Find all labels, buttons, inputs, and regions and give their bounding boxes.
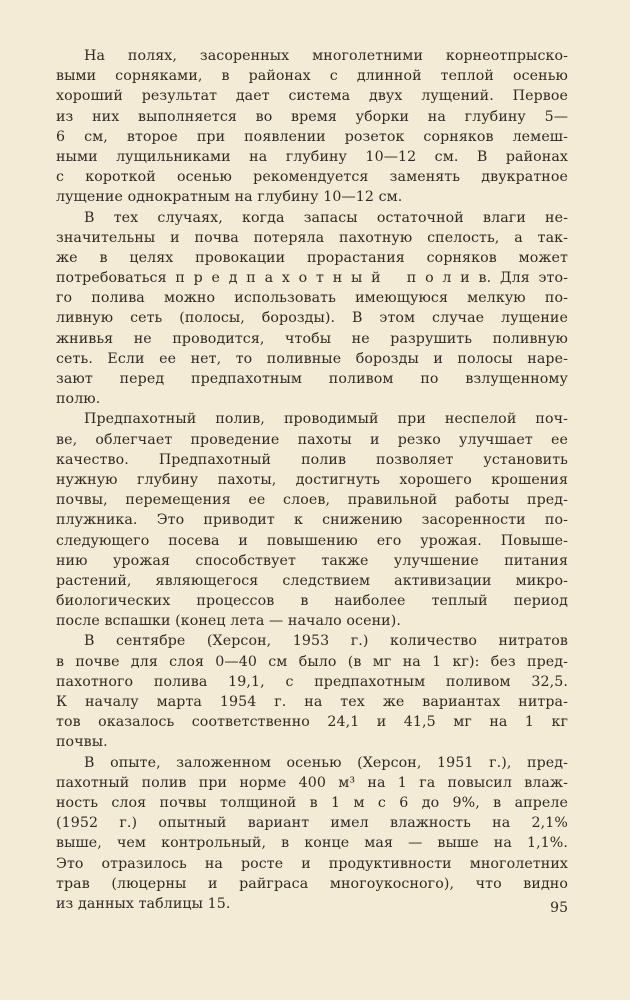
- text-line: растений, являющегося следствием активизации микро-: [56, 572, 568, 589]
- text-line: выми сорняками, в районах с длинной теплой осенью: [56, 68, 568, 85]
- text-line: пахотный полив при норме 400 м³ на 1 га повысил влаж-: [56, 774, 568, 791]
- text-line: В опыте, заложенном осенью (Херсон, 1951 г.), пред-: [84, 754, 568, 771]
- text-line: Предпахотный полив, проводимый при неспелой поч-: [84, 411, 568, 428]
- page-number: 95: [550, 900, 568, 916]
- paragraph-5: [56, 753, 568, 915]
- text-line: из данных таблицы 15.: [56, 895, 231, 912]
- text-line: Это отразилось на росте и продуктивности многолетних: [56, 855, 568, 872]
- paragraph-2: [56, 208, 568, 410]
- text-line: в почве для слоя 0—40 см было (в мг на 1 кг): без пред-: [56, 653, 568, 670]
- text-line: В сентябре (Херсон, 1953 г.) количество нитратов: [84, 633, 568, 650]
- text-line: жнивья не проводится, чтобы не разрушить поливную: [56, 330, 568, 347]
- text-line: тов оказалось соответственно 24,1 и 41,5 мг на 1 кг: [56, 714, 568, 731]
- text-line: ными лущильниками на глубину 10—12 см. В районах: [56, 148, 568, 165]
- body-text: [56, 46, 568, 914]
- text-line: лущение однократным на глубину 10—12 см.: [56, 189, 403, 206]
- text-line: трав (люцерны и райграса многоукосного), что видно: [56, 875, 568, 892]
- text-line: нужную глубину пахоты, достигнуть хорошего крошения: [56, 471, 568, 488]
- text-line: В тех случаях, когда запасы остаточной влаги не-: [84, 209, 568, 226]
- text-line: го полива можно использовать имеющуюся мелкую по-: [56, 290, 568, 307]
- paragraph-1: [56, 46, 568, 208]
- text-line: биологических процессов в наиболее теплый период: [56, 593, 568, 610]
- text-line: же в целях провокации прорастания сорняков может: [56, 249, 568, 266]
- text-line: потребоваться п р е д п а х о т н ы й п о л и в. Для это-: [56, 270, 568, 287]
- paragraph-3: [56, 409, 568, 631]
- text-line: нию урожая способствует также улучшение питания: [56, 552, 568, 569]
- text-line: зают перед предпахотным поливом по взлущенному: [56, 371, 568, 387]
- text-line: почвы, перемещения ее слоев, правильной работы пред-: [56, 492, 568, 509]
- text-line: На полях, засоренных многолетними корнеотпрыско-: [84, 48, 568, 64]
- text-line: 6 см, второе при появлении розеток сорняков лемеш-: [56, 128, 568, 145]
- text-line: следующего посева и повышению его урожая. Повыше-: [56, 532, 568, 549]
- text-line: с короткой осенью рекомендуется заменять двукратное: [56, 169, 568, 186]
- text-line: качество. Предпахотный полив позволяет установить: [56, 451, 568, 468]
- text-line: ность слоя почвы толщиной в 1 м с 6 до 9%, в апреле: [56, 794, 568, 811]
- text-line: плужника. Это приводит к снижению засоренности по-: [56, 512, 568, 529]
- text-line: ве, облегчает проведение пахоты и резко улучшает ее: [56, 431, 568, 448]
- text-line: после вспашки (конец лета — начало осени).: [56, 613, 401, 630]
- text-line: К началу марта 1954 г. на тех же вариантах нитра-: [56, 694, 568, 710]
- text-line: полю.: [56, 391, 101, 408]
- text-line: (1952 г.) опытный вариант имел влажность на 2,1%: [56, 815, 568, 832]
- text-line: выше, чем контрольный, в конце мая — выше на 1,1%.: [56, 835, 568, 852]
- text-line: хороший результат дает система двух лущений. Первое: [56, 88, 568, 105]
- text-line: почвы.: [56, 734, 108, 751]
- text-line: пахотного полива 19,1, с предпахотным поливом 32,5.: [56, 673, 568, 690]
- text-line: ливную сеть (полосы, борозды). В этом случае лущение: [56, 310, 568, 327]
- text-line: из них выполняется во время уборки на глубину 5—: [56, 108, 568, 125]
- paragraph-4: [56, 631, 568, 752]
- text-line: значительны и почва потеряла пахотную спелость, а так-: [56, 229, 568, 246]
- text-line: сеть. Если ее нет, то поливные борозды и полосы наре-: [56, 350, 568, 367]
